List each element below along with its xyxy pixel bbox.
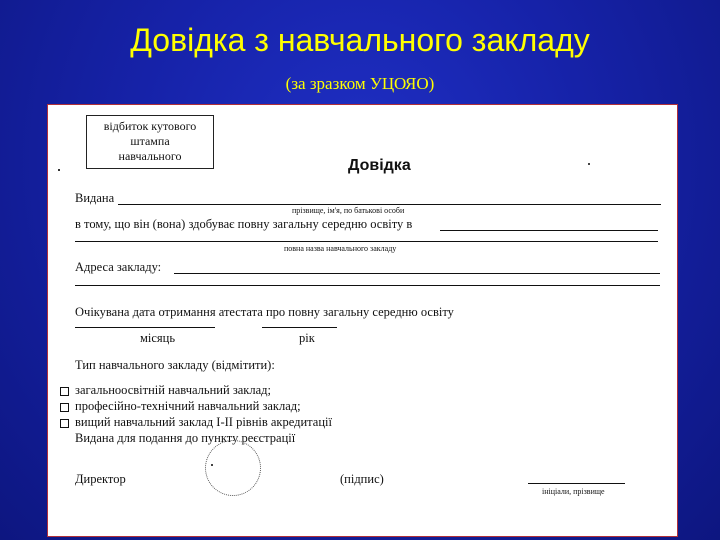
month-line: [75, 327, 215, 328]
slide-title: Довідка з навчального закладу: [130, 22, 590, 58]
school-line-1: [440, 230, 658, 231]
education-line-text: в тому, що він (вона) здобуває повну загальну середню освіту в: [75, 217, 413, 231]
scan-dot: [588, 163, 590, 165]
option-label-2: професійно-технічний навчальний заклад;: [75, 399, 301, 413]
option-checkbox-2[interactable]: [60, 403, 69, 412]
slide-subtitle: (за зразком УЦОЯО): [285, 74, 435, 93]
name-hint: прізвище, ім'я, по батькові особи: [292, 206, 405, 215]
seal-dot: [211, 464, 213, 466]
option-checkbox-3[interactable]: [60, 419, 69, 428]
expected-date-text: Очікувана дата отримання атестата про повну загальну середню освіту: [75, 305, 454, 319]
signature-label: (підпис): [340, 472, 384, 486]
stamp-line-2: штампа: [130, 134, 170, 148]
name-line: [118, 204, 661, 205]
issued-label: Видана: [75, 191, 115, 205]
year-line: [262, 327, 337, 328]
option-label-3: вищий навчальний заклад І-ІІ рівнів акредитації: [75, 415, 332, 429]
type-label: Тип навчального закладу (відмітити):: [75, 358, 275, 372]
school-hint: повна назва навчального закладу: [284, 244, 397, 253]
corner-stamp-box: [86, 115, 214, 169]
stamp-line-1: відбиток кутового: [103, 119, 197, 133]
year-label: рік: [299, 331, 315, 345]
option-label-1: загальноосвітній навчальний заклад;: [75, 383, 271, 397]
initials-hint: ініціали, прізвище: [542, 487, 605, 496]
certificate-form: [47, 104, 678, 537]
director-label: Директор: [75, 472, 126, 486]
seal-placeholder: [205, 440, 261, 496]
address-line-1: [174, 273, 660, 274]
form-heading: Довідка: [348, 157, 411, 174]
option-checkbox-1[interactable]: [60, 387, 69, 396]
school-line-2: [75, 241, 658, 242]
initials-line: [528, 483, 625, 484]
address-line-2: [75, 285, 660, 286]
stamp-line-3: навчального: [118, 149, 182, 163]
issued-for-text: Видана для подання до пункту реєстрації: [75, 431, 296, 445]
stamp-mark: [58, 169, 60, 171]
month-label: місяць: [140, 331, 176, 345]
address-label: Адреса закладу:: [75, 260, 162, 274]
